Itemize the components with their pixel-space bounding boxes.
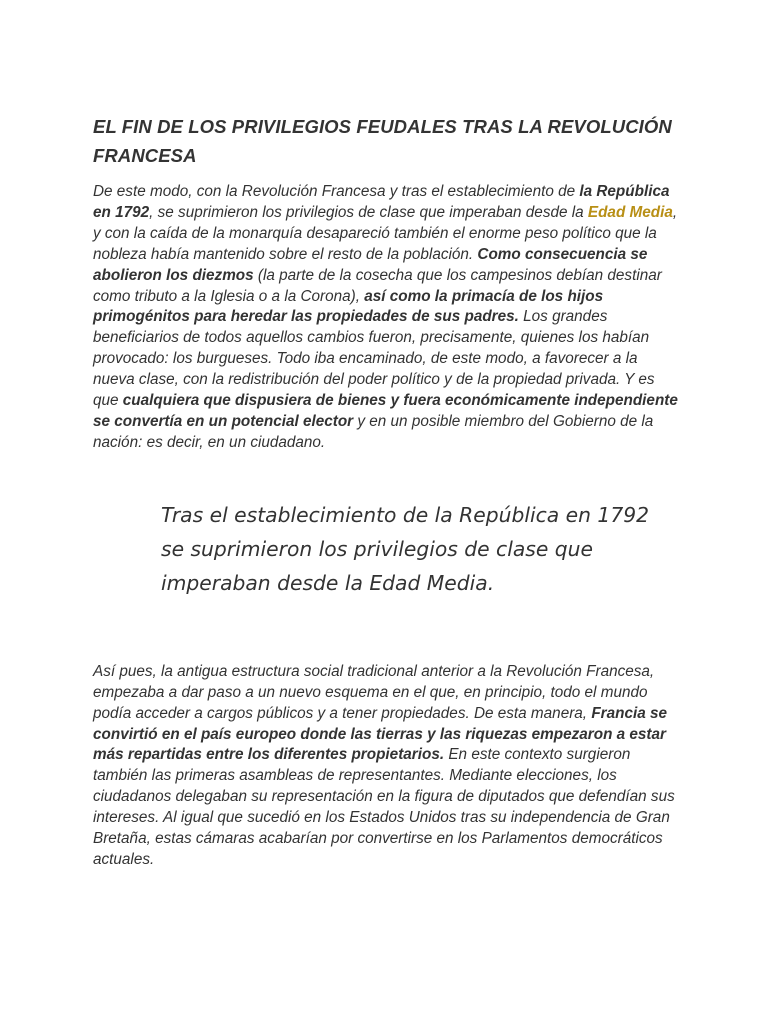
paragraph-1-text-2: , se suprimieron los privilegios de clase que imperaban desde la (149, 203, 588, 221)
paragraph-2-bold-1: Francia se convirtió en el país europeo donde las tierras y las riquezas empezaron a estar más repartidas entre los diferentes propietarios. (93, 704, 667, 764)
paragraph-1-text-6: y en un posible miembro del Gobierno de la nación: es decir, en un ciudadano. (93, 412, 654, 451)
article-title: EL FIN DE LOS PRIVILEGIOS FEUDALES TRAS LA REVOLUCIÓN FRANCESA (93, 116, 672, 166)
paragraph-1-bold-4: cualquiera que dispusiera de bienes y fuera económicamente independiente se convertía en un potencial elector (93, 392, 678, 430)
paragraph-1-text-1: De este modo, con la Revolución Francesa y tras el establecimiento de (93, 183, 580, 200)
paragraph-1-bold-1: la República en 1792 (93, 183, 670, 221)
paragraph-1 (93, 182, 678, 454)
paragraph-1-text-5: Los grandes beneficiarios de todos aquellos cambios fueron, precisamente, quienes los habían provocado: los burgueses. Todo iba encaminado, de este modo, a favorecer a la nueva clase, con la redistribución del poder político y de la propiedad privada. Y es que (93, 308, 655, 410)
edad-media-link[interactable]: Edad Media (587, 203, 673, 221)
paragraph-1-text-3: , y con la caída de la monarquía desapareció también el enorme peso político que la nobleza había mantenido sobre el resto de la población. (93, 203, 678, 263)
article-content (93, 112, 678, 871)
paragraph-2-text-1: Así pues, la antigua estructura social tradicional anterior a la Revolución Francesa, empezaba a dar paso a un nuevo esquema en el que, en principio, todo el mundo podía acceder a cargos públicos y a tener propiedades. De esta manera, (93, 662, 655, 722)
paragraph-1-text-4: (la parte de la cosecha que los campesinos debían destinar como tributo a la Iglesia o a la Corona), (93, 266, 662, 305)
paragraph-2-text-2: En este contexto surgieron también las primeras asambleas de representantes. Mediante elecciones, los ciudadanos delegaban su representación en la figura de diputados que defendían sus intereses. Al igual que sucedió en los Estados Unidos tras su independencia de Gran Bretaña, estas cámaras acabarían por convertirse en los Parlamentos democráticos actuales. (93, 746, 675, 868)
paragraph-2 (93, 662, 678, 871)
paragraph-1-bold-2: Como consecuencia se abolieron los diezmos (93, 245, 648, 284)
paragraph-1-bold-3: así como la primacía de los hijos primogénitos para heredar las propiedades de sus padres. (93, 287, 604, 326)
pull-quote: Tras el establecimiento de la República en 1792 se suprimieron los privilegios de clase que imperaban desde la Edad Media. (161, 502, 650, 595)
